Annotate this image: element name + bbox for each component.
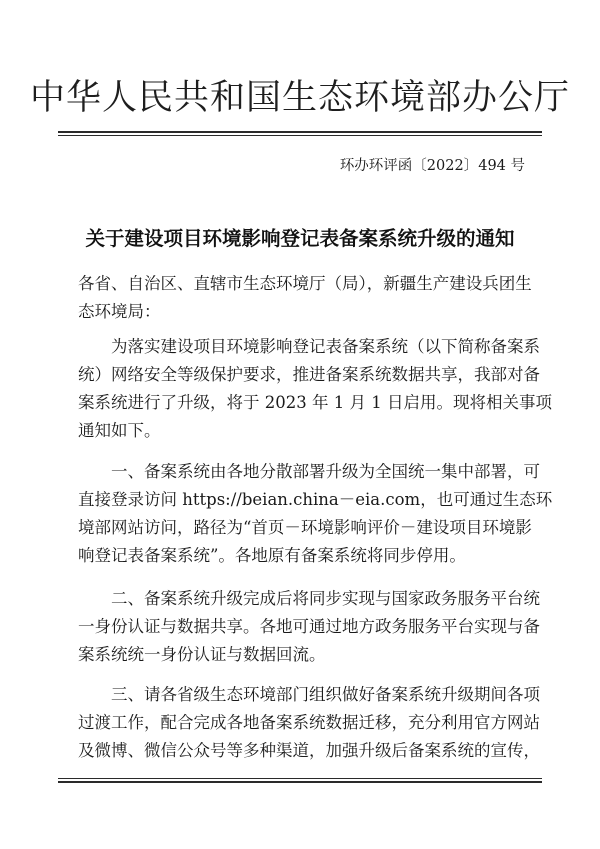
footer-rule-thin (58, 778, 542, 779)
paragraph-line: 二、备案系统升级完成后将同步实现与国家政务服务平台统 (111, 589, 540, 608)
paragraph-line: 通知如下。 (78, 421, 161, 440)
paragraph-item-1 (78, 458, 553, 570)
paragraph-line: 三、请各省级生态环境部门组织做好备案系统升级期间各项 (111, 685, 540, 704)
paragraph-line: 一、备案系统由各地分散部署升级为全国统一集中部署，可 (111, 462, 540, 481)
paragraph-line: 案系统统一身份认证与数据回流。 (78, 645, 326, 664)
paragraph-line: 一身份认证与数据共享。各地可通过地方政务服务平台实现与备 (78, 617, 540, 636)
salutation (78, 270, 532, 326)
header-rule-thin (58, 135, 542, 136)
notice-title: 关于建设项目环境影响登记表备案系统升级的通知 (85, 227, 515, 250)
document-number: 环办环评函〔2022〕494 号 (339, 158, 525, 174)
paragraph-line: 过渡工作，配合完成各地备案系统数据迁移，充分利用官方网站 (78, 713, 540, 732)
footer-rule-thick (58, 781, 542, 783)
paragraph-line: 及微博、微信公众号等多种渠道，加强升级后备案系统的宣传， (78, 741, 540, 760)
header-rule-thick (58, 131, 542, 133)
issuer-header: 中华人民共和国生态环境部办公厅 (29, 78, 570, 118)
salutation-line: 各省、自治区、直辖市生态环境厅（局），新疆生产建设兵团生 (78, 274, 532, 293)
paragraph-line: 直接登录访问 https://beian.china－eia.com，也可通过生态环 (78, 490, 553, 509)
paragraph-line: 案系统进行了升级，将于 2023 年 1 月 1 日启用。现将相关事项 (78, 393, 552, 412)
paragraph-item-2 (78, 585, 540, 669)
paragraph-line: 响登记表备案系统”。各地原有备案系统将同步停用。 (78, 546, 466, 565)
paragraph-line: 境部网站访问，路径为“首页－环境影响评价－建设项目环境影 (78, 518, 532, 537)
paragraph-line: 统）网络安全等级保护要求，推进备案系统数据共享，我部对备 (78, 365, 540, 384)
paragraph-intro (78, 333, 552, 445)
salutation-line: 态环境局： (78, 302, 161, 321)
paragraph-item-3 (78, 681, 540, 765)
paragraph-line: 为落实建设项目环境影响登记表备案系统（以下简称备案系 (111, 337, 540, 356)
